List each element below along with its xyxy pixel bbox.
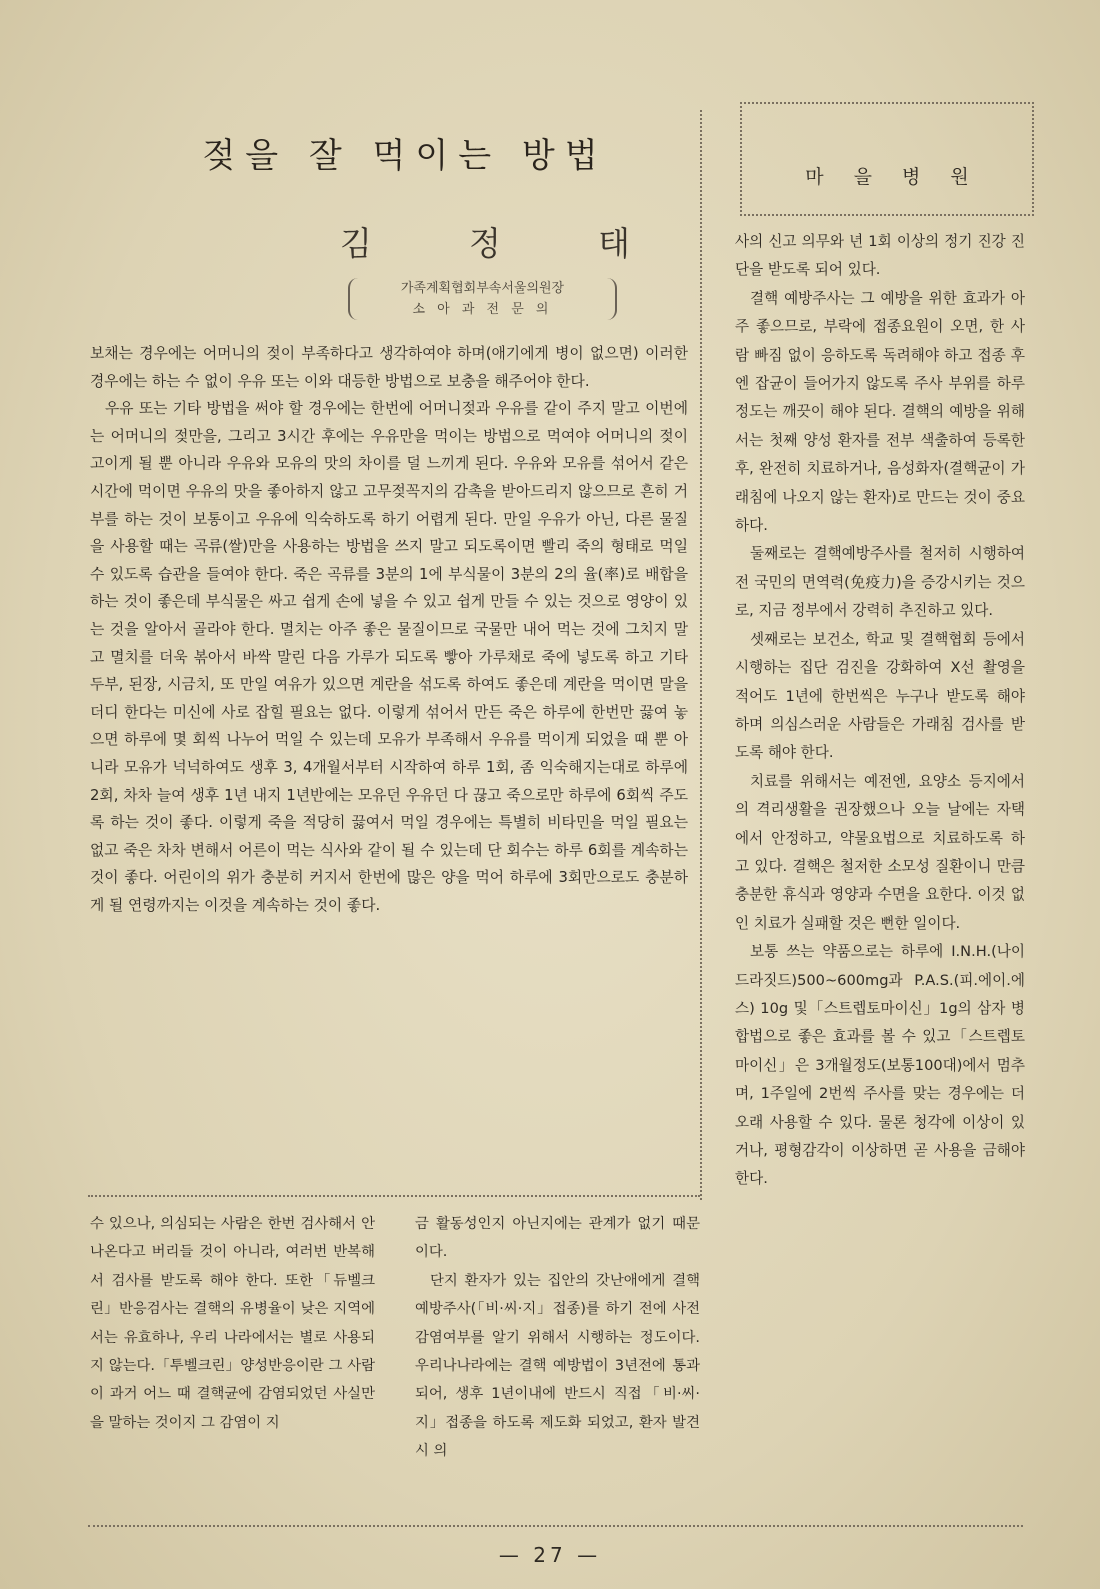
- sidebar-paragraph: 치료를 위해서는 예전엔, 요양소 등지에서의 격리생활을 권장했으나 오늘 날에는 자택에서 안정하고, 약물요법으로 치료하도록 하고 있다. 결핵은 철저한 소모성 질환이니 만큼 충분한 휴식과 영양과 수면을 요한다. 이것 없인 치료가 실패할 것은 뻔한 일이다.: [735, 772, 1025, 932]
- sidebar-paragraph: 보통 쓰는 약품으로는 하루에 I.N.H.(나이드라짓드)500~600mg과 P.A.S.(피.에이.에스) 10g 및「스트렙토마이신」1g의 삼자 병합법으로 좋은 효과를 볼 수 있고「스트렙토마이신」은 3개월정도(보통100대)에서 멈추며, 1주일에 2번씩 주사를 맞는 경우에는 더 오래 사용할 수 있다. 물론 청각에 이상이 있거나, 평형감각이 이상하면 곧 사용을 금해야 한다.: [735, 943, 1025, 1188]
- author-char: 태: [598, 224, 630, 263]
- sidebar-paragraph: 둘째로는 결핵예방주사를 철저히 시행하여 전 국민의 면역력(免疫力)을 증강시키는 것으로, 지금 정부에서 강력히 추진하고 있다.: [735, 545, 1025, 620]
- bottom-paragraph: 금 활동성인지 아닌지에는 관계가 없기 때문이다.: [415, 1216, 700, 1261]
- page-number: — 27 —: [498, 1543, 602, 1567]
- bottom-paragraph: 수 있으나, 의심되는 사람은 한번 검사해서 안 나온다고 버리들 것이 아니라, 여러번 반복해서 검사를 받도록 해야 한다. 또한「듀벨크린」반응검사는 결핵의 유병율이 낮은 지역에서는 유효하나, 우리 나라에서는 별로 사용되지 않는다.「투벨크린」양성반응이란 그 사람이 과거 어느 때 결핵균에 감염되었던 사실만을 말하는 것이지 그 감염이 지: [90, 1216, 375, 1431]
- column-divider: [700, 110, 702, 1200]
- author-affiliation: [348, 278, 617, 320]
- bottom-paragraph: 단지 환자가 있는 집안의 갓난애에게 결핵 예방주사(「비·씨·지」접종)를 하기 전에 사전 감염여부를 알기 위해서 시행하는 정도이다. 우리나나라에는 결핵 예방법이 3년전에 통과되어, 생후 1년이내에 반드시 직접「비·씨·지」접종을 하도록 제도화 되었고, 환자 발견시 의: [415, 1272, 700, 1460]
- sidebar-header: 마을병원: [805, 166, 999, 188]
- body-paragraph: 보채는 경우에는 어머니의 젖이 부족하다고 생각하여야 하며(애기에게 병이 없으면) 이러한 경우에는 하는 수 없이 우유 또는 이와 대등한 방법으로 보충을 해주어야 한다.: [90, 345, 688, 390]
- affiliation-line: 소 아 과 전 문 의: [412, 302, 553, 317]
- sidebar-paragraph: 셋째로는 보건소, 학교 및 결핵협회 등에서 시행하는 집단 검진을 강화하여 X선 촬영을 적어도 1년에 한번씩은 누구나 받도록 해야 하며 의심스러운 사람들은 가래침 검사를 받도록 해야 한다.: [735, 630, 1025, 762]
- author-char: 김: [340, 224, 372, 263]
- affiliation-line: 가족계획협회부속서울의원장: [400, 281, 565, 296]
- sidebar-column: [735, 228, 1025, 1194]
- section-divider: [88, 1195, 700, 1197]
- body-paragraph: 우유 또는 기타 방법을 써야 할 경우에는 한번에 어머니젖과 우유를 같이 주지 말고 이번에는 어머니의 젖만을, 그리고 3시간 후에는 우유만을 먹이는 방법으로 먹여야 어머니의 젖이 고이게 될 뿐 아니라 우유와 모유의 맛의 차이를 덜 느끼게 된다. 우유와 모유를 섞어서 같은 시간에 먹이면 우유의 맛을 좋아하지 않고 고무젖꼭지의 감촉을 받아드리지 않으므로 흔히 거부를 하는 것이 보통이고 우유에 익숙하도록 하기 어렵게 된다. 만일 우유가 아닌, 다른 물질을 사용할 때는 곡류(쌀)만을 사용하는 방법을 쓰지 말고 되도록이면 빨리 죽의 형태로 먹일 수 있도록 습관을 들여야 한다. 죽은 곡류를 3분의 1에 부식물이 3분의 2의 율(率)로 배합을 하는 것이 좋은데 부식물은 싸고 쉽게 손에 넣을 수 있고 쉽게 만들 수 있는 것으로 영양이 있는 것을 알아서 골라야 한다. 멸치는 아주 좋은 물질이므로 국물만 내어 먹는 것에 그치지 말고 멸치를 더욱 볶아서 바싹 말린 다음 가루가 되도록 빻아 가루채로 죽에 넣도록 하고 기타 두부, 된장, 시금치, 또 만일 여유가 있으면 계란을 섞도록 하여도 좋은데 계란을 먹이면 말을 더디 한다는 미신에 사로 잡힐 필요는 없다. 이렇게 섞어서 만든 죽은 하루에 한번만 끓여 놓으면 하루에 몇 회씩 나누어 먹일 수 있는데 모유가 부족해서 우유를 먹이게 되었을 때 뿐 아니라 모유가 넉넉하여도 생후 3, 4개월서부터 시작하여 하루 1회, 좀 익숙해지는대로 하루에 2회, 차차 늘여 생후 1년 내지 1년반에는 모유던 우유던 다 끊고 죽으로만 하루에 6회씩 주도록 하는 것이 좋다. 이렇게 죽을 적당히 끓여서 먹일 경우에는 특별히 비타민을 먹일 필요는 없고 죽은 차차 변해서 어른이 먹는 식사와 같이 될 수 있는데 단 회수는 하루 6회를 계속하는 것이 좋다. 어린이의 위가 충분히 커지서 한번에 많은 양을 먹어 하루에 3회만으로도 충분하게 될 연령까지는 이것을 계속하는 것이 좋다.: [90, 400, 688, 914]
- footer-divider: [88, 1525, 1023, 1527]
- author-name: [340, 218, 630, 265]
- article-body: [90, 340, 688, 919]
- sidebar-paragraph: 결핵 예방주사는 그 예방을 위한 효과가 아주 좋으므로, 부락에 접종요원이 오면, 한 사람 빠짐 없이 응하도록 독려해야 하고 접종 후엔 잡균이 들어가지 않도록 주사 부위를 하루 정도는 깨끗이 해야 된다. 결핵의 예방을 위해서는 첫째 양성 환자를 전부 색출하여 등록한 후, 완전히 치료하거나, 음성화자(결핵균이 가래침에 나오지 않는 환자)로 만드는 것이 중요하다.: [735, 289, 1025, 535]
- bottom-middle-column: [415, 1210, 700, 1466]
- article-title: 젖을 잘 먹이는 방법: [202, 136, 608, 176]
- bottom-left-column: [90, 1210, 375, 1437]
- author-char: 정: [469, 224, 501, 263]
- sidebar-header-box: [740, 102, 1034, 216]
- sidebar-paragraph: 사의 신고 의무와 년 1회 이상의 정기 진강 진단을 받도록 되어 있다.: [735, 233, 1025, 279]
